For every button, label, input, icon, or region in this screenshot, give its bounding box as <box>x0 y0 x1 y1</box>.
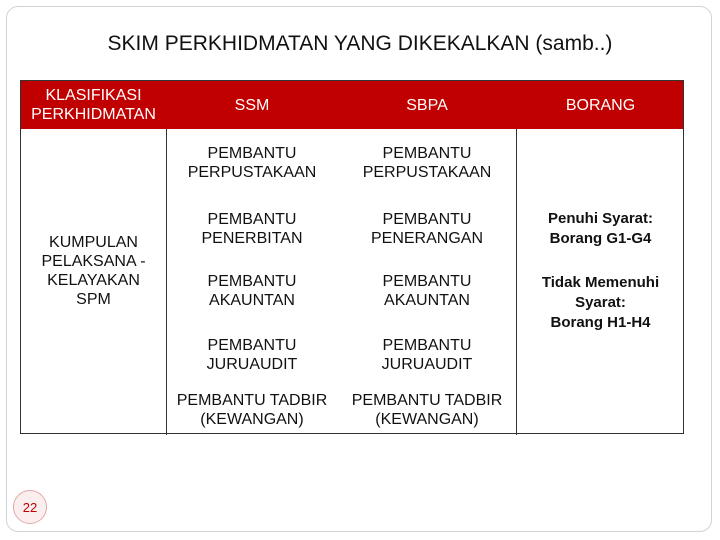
cell-line: (KEWANGAN) <box>375 411 479 428</box>
borang-line: Tidak Memenuhi <box>541 274 660 291</box>
cell-line: PEMBANTU TADBIR <box>351 392 503 409</box>
group-line: SPM <box>76 291 111 308</box>
header-klasifikasi-line: PERKHIDMATAN <box>31 106 156 123</box>
cell-line: PEMBANTU <box>207 211 297 228</box>
cell-line: PENERBITAN <box>201 230 303 247</box>
cell-line: AKAUNTAN <box>384 292 470 309</box>
borang-penuhi-syarat <box>516 205 685 253</box>
cell-line: PEMBANTU <box>382 337 472 354</box>
cell-line: PEMBANTU <box>382 273 472 290</box>
cell-line: JURUAUDIT <box>381 356 473 373</box>
sbpa-cell <box>338 331 516 379</box>
cell-line: PEMBANTU <box>207 337 297 354</box>
sbpa-cell <box>338 139 516 187</box>
borang-line: Penuhi Syarat: <box>547 210 654 227</box>
group-line: KUMPULAN <box>49 234 138 251</box>
borang-line: Borang H1-H4 <box>550 314 651 331</box>
header-klasifikasi-line: KLASIFIKASI <box>45 87 142 104</box>
cell-line: PEMBANTU <box>382 211 472 228</box>
sbpa-cell <box>338 205 516 253</box>
group-cell <box>21 201 166 341</box>
sbpa-cell <box>338 386 516 434</box>
cell-line: PEMBANTU <box>382 145 472 162</box>
cell-line: (KEWANGAN) <box>200 411 304 428</box>
header-klasifikasi <box>21 81 166 129</box>
cell-line: PERPUSTAKAAN <box>362 164 492 181</box>
ssm-cell <box>166 386 338 434</box>
cell-line: PENERANGAN <box>370 230 484 247</box>
header-sbpa: SBPA <box>406 96 448 114</box>
cell-line: AKAUNTAN <box>209 292 295 309</box>
borang-line: Borang G1-G4 <box>549 230 652 247</box>
header-ssm: SSM <box>234 96 270 114</box>
header-borang: BORANG <box>565 96 636 114</box>
cell-line: PEMBANTU <box>207 273 297 290</box>
cell-line: PEMBANTU TADBIR <box>176 392 328 409</box>
page-number-badge: 22 <box>13 490 47 524</box>
cell-line: PEMBANTU <box>207 145 297 162</box>
group-line: KELAYAKAN <box>47 272 140 289</box>
ssm-cell <box>166 205 338 253</box>
ssm-cell <box>166 139 338 187</box>
slide-title: SKIM PERKHIDMATAN YANG DIKEKALKAN (samb..) <box>107 32 613 55</box>
cell-line: JURUAUDIT <box>206 356 298 373</box>
borang-tidak-memenuhi-syarat <box>516 271 685 335</box>
sbpa-cell <box>338 267 516 315</box>
borang-line: Syarat: <box>575 294 626 311</box>
group-line: PELAKSANA - <box>41 253 146 270</box>
ssm-cell <box>166 331 338 379</box>
service-scheme-table <box>20 80 684 434</box>
cell-line: PERPUSTAKAAN <box>187 164 317 181</box>
ssm-cell <box>166 267 338 315</box>
